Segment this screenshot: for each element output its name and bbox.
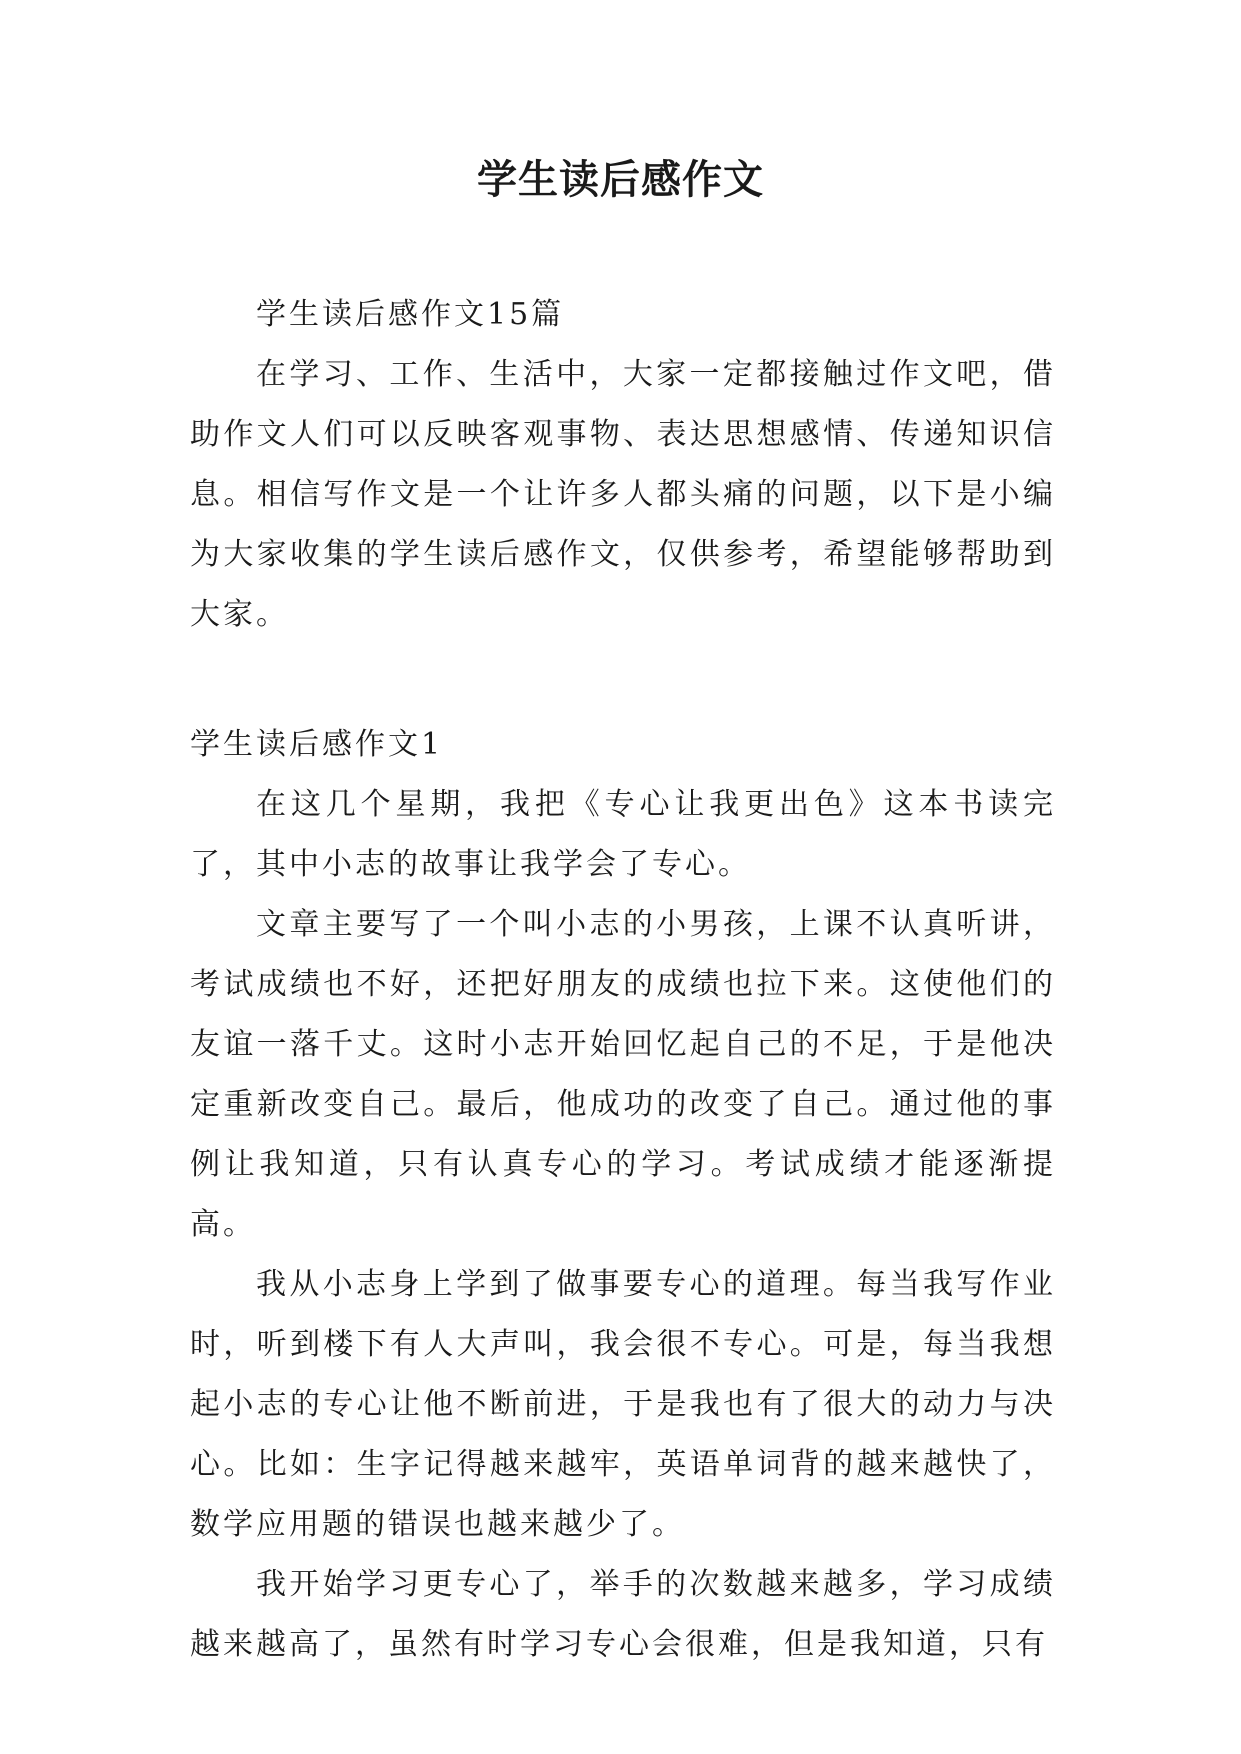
- document-title: 学生读后感作文: [477, 156, 764, 203]
- body-paragraph: 在这几个星期，我把《专心让我更出色》这本书读完了，其中小志的故事让我学会了专心。: [190, 787, 1056, 882]
- subtitle: 学生读后感作文15篇: [256, 297, 565, 332]
- body-paragraph: 我开始学习更专心了，举手的次数越来越多，学习成绩越来越高了，虽然有时学习专心会很难，但是我知道，只有: [190, 1567, 1056, 1662]
- body-paragraph: 我从小志身上学到了做事要专心的道理。每当我写作业时，听到楼下有人大声叫，我会很不专心。可是，每当我想起小志的专心让他不断前进，于是我也有了很大的动力与决心。比如：生字记得越来越牢，英语单词背的越来越快了，数学应用题的错误也越来越少了。: [190, 1267, 1056, 1542]
- section-gap: [190, 645, 1056, 715]
- document-body: [190, 285, 1056, 1675]
- section-heading: 学生读后感作文1: [190, 727, 444, 762]
- intro-paragraph: 在学习、工作、生活中，大家一定都接触过作文吧，借助作文人们可以反映客观事物、表达思想感情、传递知识信息。相信写作文是一个让许多人都头痛的问题，以下是小编为大家收集的学生读后感作文，仅供参考，希望能够帮助到大家。: [190, 357, 1056, 632]
- body-paragraph: 文章主要写了一个叫小志的小男孩，上课不认真听讲，考试成绩也不好，还把好朋友的成绩也拉下来。这使他们的友谊一落千丈。这时小志开始回忆起自己的不足，于是他决定重新改变自己。最后，他成功的改变了自己。通过他的事例让我知道，只有认真专心的学习。考试成绩才能逐渐提高。: [190, 907, 1056, 1242]
